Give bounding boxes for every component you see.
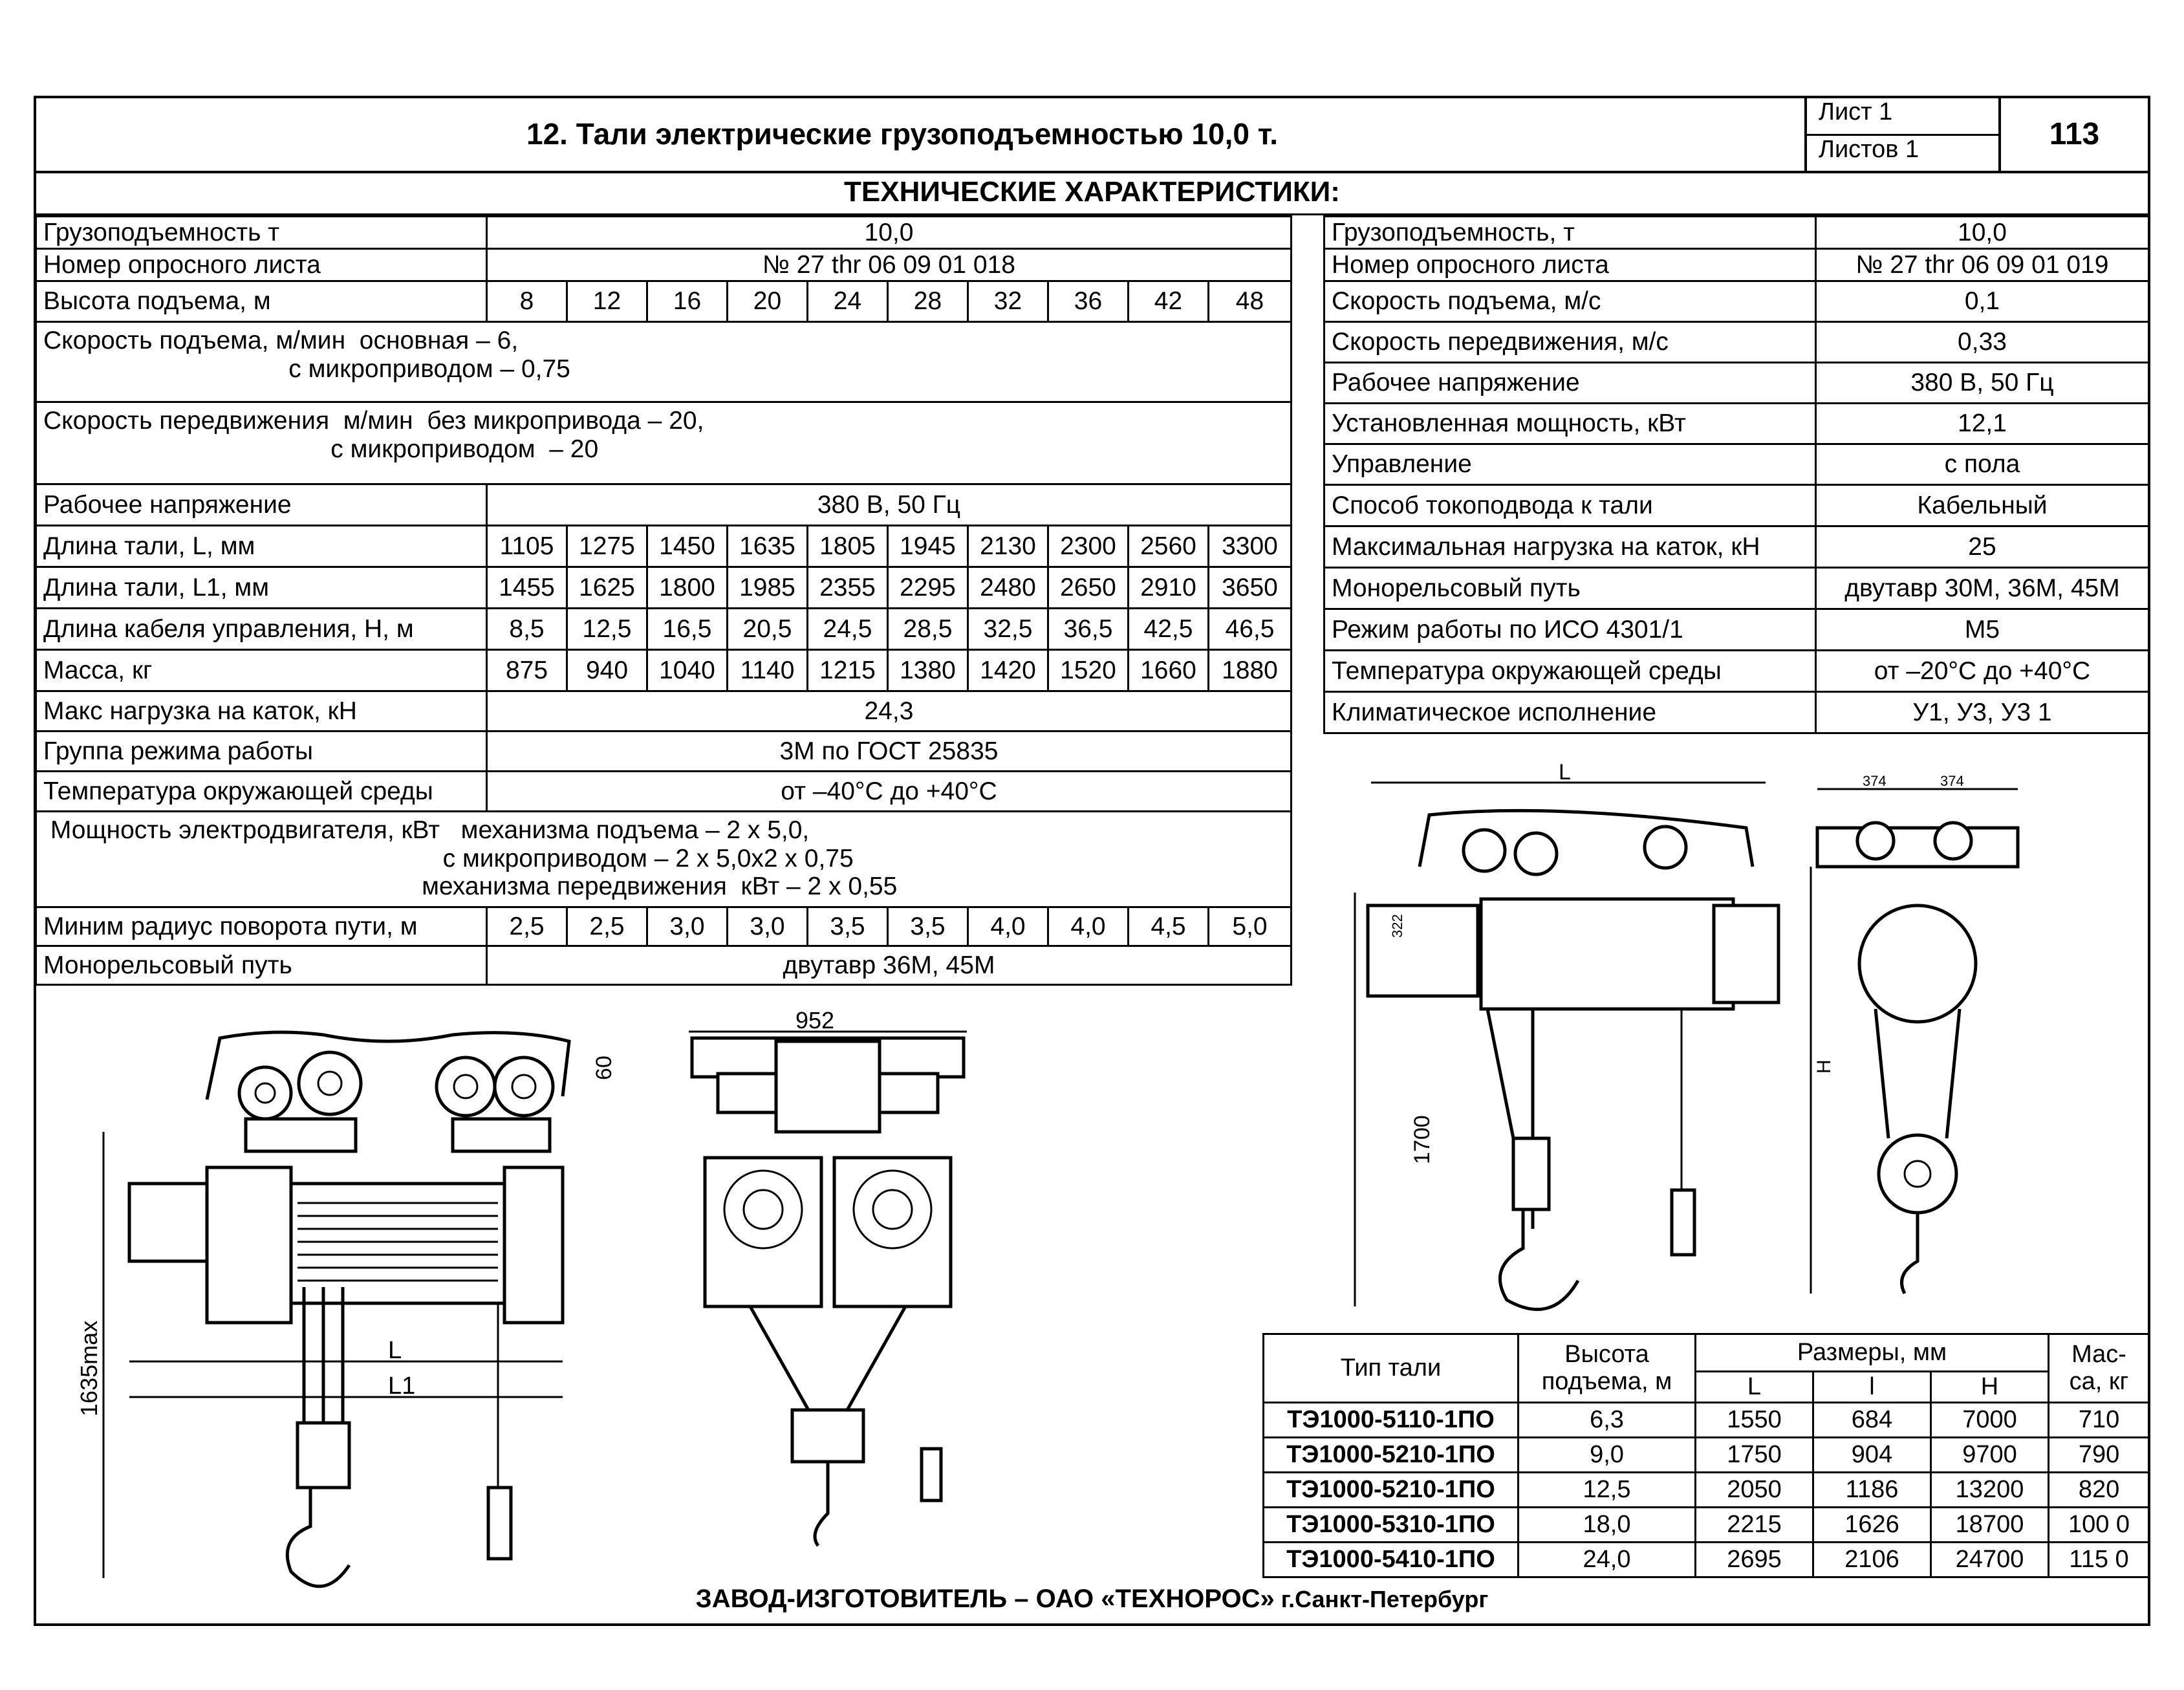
length-l1-cell: 2355	[808, 567, 888, 609]
length-l-cell: 1805	[808, 526, 888, 567]
cable-cell: 28,5	[888, 609, 968, 650]
length-l1-cell: 2295	[888, 567, 968, 609]
model-H: 24700	[1931, 1543, 2049, 1577]
right-spec-value: 380 В, 50 Гц	[1816, 363, 2149, 404]
height-cell: 28	[888, 281, 968, 322]
right-spec-label: Режим работы по ИСО 4301/1	[1324, 609, 1816, 651]
cable-cell: 46,5	[1209, 609, 1292, 650]
height-label: Высота подъема, м	[36, 281, 487, 322]
right-spec-value: 25	[1816, 526, 2149, 568]
right-spec-value: 12,1	[1816, 404, 2149, 444]
height-cell: 16	[647, 281, 728, 322]
capacity-value: 10,0	[487, 217, 1292, 249]
height-cell: 36	[1048, 281, 1129, 322]
model-H: 7000	[1931, 1403, 2049, 1438]
radius-cell: 4,0	[1048, 907, 1129, 946]
footer	[0, 1585, 2184, 1614]
dim-label-60: 60	[592, 1056, 616, 1080]
cable-cell: 12,5	[567, 609, 647, 650]
right-spec-value: № 27 thr 06 09 01 019	[1816, 249, 2149, 281]
radius-cell: 3,5	[888, 907, 968, 946]
height-cell: 48	[1209, 281, 1292, 322]
sheet-no-label: Номер опросного листа	[36, 249, 487, 281]
right-spec-label: Управление	[1324, 444, 1816, 485]
right-spec-value: Кабельный	[1816, 485, 2149, 526]
dim-label-L-right: L	[1559, 760, 1571, 785]
travel-speed-text: Скорость передвижения м/мин без микропривода – 20, с микроприводом – 20	[36, 402, 1292, 484]
rail-value: двутавр 36М, 45М	[487, 946, 1292, 985]
model-L: 2050	[1696, 1473, 1813, 1508]
length-l1-cell: 1625	[567, 567, 647, 609]
height-cell: 12	[567, 281, 647, 322]
right-spec-label: Скорость подъема, м/с	[1324, 281, 1816, 322]
model-mass: 710	[2049, 1403, 2150, 1438]
length-l1-cell: 1985	[728, 567, 808, 609]
right-spec-label: Грузоподъемность, т	[1324, 217, 1816, 249]
manufacturer-name: ЗАВОД-ИЗГОТОВИТЕЛЬ – ОАО «ТЕХНОРОС»	[695, 1585, 1275, 1613]
right-spec-label: Номер опросного листа	[1324, 249, 1816, 281]
right-spec-label: Монорельсовый путь	[1324, 568, 1816, 609]
cable-cell: 16,5	[647, 609, 728, 650]
model-H: 13200	[1931, 1473, 2049, 1508]
model-height: 18,0	[1519, 1508, 1696, 1543]
models-header-mass: Мас-са, кг	[2049, 1334, 2150, 1403]
dim-label-1635: 1635max	[76, 1320, 102, 1416]
sheets-total-label: Листов 1	[1819, 136, 1919, 163]
length-l-cell: 3300	[1209, 526, 1292, 567]
dim-label-L: L	[388, 1337, 402, 1364]
model-H: 9700	[1931, 1438, 2049, 1473]
lift-speed-text: Скорость подъема, м/мин основная – 6, с микроприводом – 0,75	[36, 322, 1292, 402]
document-title: 12. Тали электрические грузоподъемностью 10,0 т.	[526, 117, 1279, 151]
model-type: ТЭ1000-5110-1ПО	[1264, 1403, 1519, 1438]
radius-cell: 4,5	[1129, 907, 1209, 946]
mass-cell: 1380	[888, 650, 968, 691]
length-l-cell: 1275	[567, 526, 647, 567]
cable-cell: 36,5	[1048, 609, 1129, 650]
section-title: ТЕХНИЧЕСКИЕ ХАРАКТЕРИСТИКИ:	[844, 176, 1340, 208]
right-spec-value: У1, У3, У3 1	[1816, 692, 2149, 733]
models-header-dims: Размеры, мм	[1696, 1334, 2049, 1372]
duty-value: 3М по ГОСТ 25835	[487, 731, 1292, 772]
model-mass: 115 0	[2049, 1543, 2150, 1577]
dim-label-322: 322	[1389, 914, 1405, 938]
mass-cell: 1420	[968, 650, 1048, 691]
right-spec-label: Температура окружающей среды	[1324, 651, 1816, 692]
mass-cell: 1660	[1129, 650, 1209, 691]
length-l-cell: 1105	[487, 526, 567, 567]
capacity-label: Грузоподъемность т	[36, 217, 487, 249]
mass-cell: 1520	[1048, 650, 1129, 691]
dim-label-1700: 1700	[1410, 1115, 1434, 1164]
right-spec-label: Скорость передвижения, м/с	[1324, 322, 1816, 363]
model-mass: 820	[2049, 1473, 2150, 1508]
length-l1-label: Длина тали, L1, мм	[36, 567, 487, 609]
mass-cell: 1040	[647, 650, 728, 691]
right-spec-value: 0,33	[1816, 322, 2149, 363]
model-height: 9,0	[1519, 1438, 1696, 1473]
model-L: 1750	[1696, 1438, 1813, 1473]
dim-label-L1: L1	[388, 1372, 416, 1400]
hoist-right-front-drawing	[1811, 773, 2018, 1294]
radius-cell: 3,5	[808, 907, 888, 946]
cable-cell: 20,5	[728, 609, 808, 650]
models-table	[1262, 1333, 2150, 1578]
radius-cell: 5,0	[1209, 907, 1292, 946]
length-l-cell: 2560	[1129, 526, 1209, 567]
right-spec-label: Способ токоподвода к тали	[1324, 485, 1816, 526]
mass-label: Масса, кг	[36, 650, 487, 691]
model-height: 6,3	[1519, 1403, 1696, 1438]
model-height: 12,5	[1519, 1473, 1696, 1508]
models-header-L: L	[1696, 1372, 1813, 1403]
dim-label-374a: 374	[1863, 773, 1887, 789]
voltage-label: Рабочее напряжение	[36, 484, 487, 526]
temp-label: Температура окружающей среды	[36, 772, 487, 812]
mass-cell: 940	[567, 650, 647, 691]
model-l: 2106	[1813, 1543, 1931, 1577]
length-l-cell: 2130	[968, 526, 1048, 567]
length-l1-cell: 1455	[487, 567, 567, 609]
model-l: 1626	[1813, 1508, 1931, 1543]
right-spec-label: Максимальная нагрузка на каток, кН	[1324, 526, 1816, 568]
length-l-cell: 1945	[888, 526, 968, 567]
model-type: ТЭ1000-5210-1ПО	[1264, 1438, 1519, 1473]
right-spec-value: от –20°С до +40°С	[1816, 651, 2149, 692]
rail-label: Монорельсовый путь	[36, 946, 487, 985]
model-mass: 100 0	[2049, 1508, 2150, 1543]
mass-cell: 1215	[808, 650, 888, 691]
length-l1-cell: 2910	[1129, 567, 1209, 609]
page-number: 113	[1998, 98, 2148, 171]
power-text: Мощность электродвигателя, кВт механизма подъема – 2 х 5,0, с микроприводом – 2 х 5,0х2 х 0,75 механизма передвижения кВт – 2 х 0,55	[36, 812, 1292, 907]
length-l1-cell: 1800	[647, 567, 728, 609]
max-load-value: 24,3	[487, 691, 1292, 731]
right-spec-value: двутавр 30М, 36М, 45М	[1816, 568, 2149, 609]
radius-cell: 2,5	[567, 907, 647, 946]
cable-cell: 42,5	[1129, 609, 1209, 650]
length-l1-cell: 2480	[968, 567, 1048, 609]
model-L: 2695	[1696, 1543, 1813, 1577]
length-l-label: Длина тали, L, мм	[36, 526, 487, 567]
length-l-cell: 2300	[1048, 526, 1129, 567]
radius-cell: 3,0	[728, 907, 808, 946]
temp-value: от –40°С до +40°С	[487, 772, 1292, 812]
models-header-l: l	[1813, 1372, 1931, 1403]
model-type: ТЭ1000-5210-1ПО	[1264, 1473, 1519, 1508]
length-l1-cell: 3650	[1209, 567, 1292, 609]
mass-cell: 1880	[1209, 650, 1292, 691]
model-type: ТЭ1000-5410-1ПО	[1264, 1543, 1519, 1577]
right-spec-value: М5	[1816, 609, 2149, 651]
length-l1-cell: 2650	[1048, 567, 1129, 609]
radius-label: Миним радиус поворота пути, м	[36, 907, 487, 946]
height-cell: 42	[1129, 281, 1209, 322]
model-l: 684	[1813, 1403, 1931, 1438]
height-cell: 32	[968, 281, 1048, 322]
cable-cell: 8,5	[487, 609, 567, 650]
right-spec-label: Установленная мощность, кВт	[1324, 404, 1816, 444]
dim-label-H: H	[1813, 1059, 1835, 1074]
radius-cell: 2,5	[487, 907, 567, 946]
right-spec-value: с пола	[1816, 444, 2149, 485]
model-mass: 790	[2049, 1438, 2150, 1473]
cable-cell: 32,5	[968, 609, 1048, 650]
hoist-front-view-drawing	[689, 1007, 967, 1546]
cable-label: Длина кабеля управления, Н, м	[36, 609, 487, 650]
hoist-right-side-drawing	[1355, 760, 1779, 1310]
model-L: 2215	[1696, 1508, 1813, 1543]
radius-cell: 3,0	[647, 907, 728, 946]
voltage-value: 380 В, 50 Гц	[487, 484, 1292, 526]
hoist-side-view-drawing	[76, 1032, 616, 1587]
sheet-label: Лист 1	[1807, 98, 1998, 136]
duty-label: Группа режима работы	[36, 731, 487, 772]
length-l-cell: 1635	[728, 526, 808, 567]
model-H: 18700	[1931, 1508, 2049, 1543]
mass-cell: 1140	[728, 650, 808, 691]
dim-label-952: 952	[795, 1007, 835, 1034]
model-l: 904	[1813, 1438, 1931, 1473]
height-cell: 8	[487, 281, 567, 322]
manufacturer-city: г.Санкт-Петербург	[1274, 1586, 1489, 1612]
max-load-label: Макс нагрузка на каток, кН	[36, 691, 487, 731]
models-header-height: Высота подъема, м	[1519, 1334, 1696, 1403]
right-spec-label: Климатическое исполнение	[1324, 692, 1816, 733]
right-spec-value: 0,1	[1816, 281, 2149, 322]
radius-cell: 4,0	[968, 907, 1048, 946]
cable-cell: 24,5	[808, 609, 888, 650]
model-type: ТЭ1000-5310-1ПО	[1264, 1508, 1519, 1543]
right-spec-value: 10,0	[1816, 217, 2149, 249]
mass-cell: 875	[487, 650, 567, 691]
models-header-H: Н	[1931, 1372, 2049, 1403]
model-l: 1186	[1813, 1473, 1931, 1508]
length-l-cell: 1450	[647, 526, 728, 567]
dim-label-374b: 374	[1940, 773, 1964, 789]
right-spec-label: Рабочее напряжение	[1324, 363, 1816, 404]
model-height: 24,0	[1519, 1543, 1696, 1577]
height-cell: 20	[728, 281, 808, 322]
model-L: 1550	[1696, 1403, 1813, 1438]
height-cell: 24	[808, 281, 888, 322]
models-header-type: Тип тали	[1264, 1334, 1519, 1403]
sheet-no-value: № 27 thr 06 09 01 018	[487, 249, 1292, 281]
